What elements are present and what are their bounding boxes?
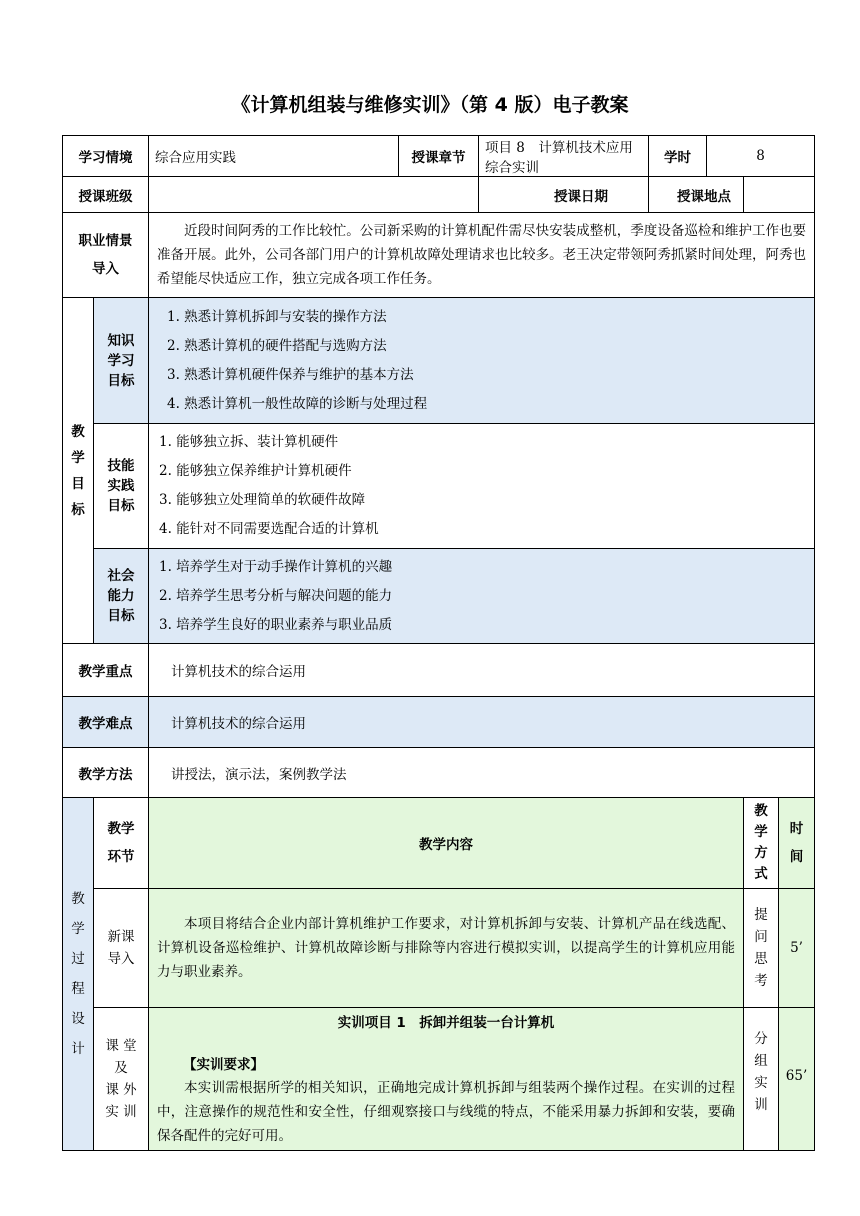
hours-value: 8	[707, 136, 815, 177]
lesson-plan-table	[62, 135, 815, 1151]
list-item: 3. 能够独立处理简单的软硬件故障	[159, 492, 366, 508]
list-item: 1. 能够独立拆、装计算机硬件	[159, 434, 339, 450]
method-header: 教 学 方 式	[744, 798, 779, 889]
knowledge-goal-list	[149, 298, 815, 424]
list-item: 4. 熟悉计算机一般性故障的诊断与处理过程	[167, 395, 428, 412]
intro-label: 职业情景 导入	[63, 213, 149, 298]
time-header: 时 间	[779, 798, 815, 889]
list-item: 2. 熟悉计算机的硬件搭配与选购方法	[167, 337, 387, 354]
content-header: 教学内容	[149, 798, 744, 889]
intro-text: 近段时间阿秀的工作比较忙。公司新采购的计算机配件需尽快安装成整机，季度设备巡检和维护工作也要准备开展。此外，公司各部门用户的计算机故障处理请求也比较多。老王决定带领阿秀抓紧时间处理，阿秀也希望能尽快适应工作，独立完成各项工作任务。	[149, 213, 815, 298]
chapter-label: 授课章节	[399, 136, 479, 177]
hours-label: 学时	[649, 136, 707, 177]
stage-cell: 新课 导入	[94, 889, 149, 1008]
list-item: 1. 培养学生对于动手操作计算机的兴趣	[159, 558, 393, 575]
list-item: 4. 能针对不同需要选配合适的计算机	[159, 521, 379, 537]
class-label: 授课班级	[63, 177, 149, 213]
situation-value: 综合应用实践	[149, 136, 399, 177]
stage-cell: 课 堂 及 课 外 实 训	[94, 1008, 149, 1151]
difficulty-value: 计算机技术的综合运用	[149, 697, 815, 748]
list-item: 2. 能够独立保养维护计算机硬件	[159, 463, 352, 479]
method-label: 教学方法	[63, 748, 149, 798]
document-title: 《计算机组装与维修实训》（第 4 版）电子教案	[231, 94, 629, 116]
method-value: 讲授法，演示法，案例教学法	[149, 748, 815, 798]
method-cell: 分 组 实 训	[744, 1008, 779, 1151]
time-cell: 65’	[779, 1008, 815, 1151]
list-item: 3. 熟悉计算机硬件保养与维护的基本方法	[167, 366, 414, 383]
social-goal-label: 社会 能力 目标	[94, 549, 149, 644]
requirements-title: 【实训要求】	[183, 1057, 264, 1073]
project-title: 实训项目 1 拆卸并组装一台计算机	[337, 1015, 555, 1031]
skill-goal-label: 技能 实践 目标	[94, 424, 149, 549]
chapter-value: 项目 8 计算机技术应用综合实训	[479, 136, 649, 177]
place-label: 授课地点	[649, 177, 744, 213]
time-cell: 5’	[779, 889, 815, 1008]
class-value	[149, 177, 479, 213]
method-cell: 提 问 思 考	[744, 889, 779, 1008]
social-goal-list	[149, 549, 815, 644]
content-cell	[149, 1008, 744, 1151]
goals-label: 教 学 目 标	[63, 298, 94, 644]
list-item: 2. 培养学生思考分析与解决问题的能力	[159, 587, 393, 604]
knowledge-goal-label: 知识 学习 目标	[94, 298, 149, 424]
skill-goal-list	[149, 424, 815, 549]
key-point-label: 教学重点	[63, 644, 149, 697]
difficulty-label: 教学难点	[63, 697, 149, 748]
content-cell: 本项目将结合企业内部计算机维护工作要求，对计算机拆卸与安装、计算机产品在线选配、计算机设备巡检维护、计算机故障诊断与排除等内容进行模拟实训，以提高学生的计算机应用能力与职业素养。	[149, 889, 744, 1008]
key-point-value: 计算机技术的综合运用	[149, 644, 815, 697]
list-item: 3. 培养学生良好的职业素养与职业品质	[159, 616, 393, 633]
process-label: 教 学 过 程 设 计	[63, 798, 94, 1151]
place-value	[744, 177, 815, 213]
date-label: 授课日期	[479, 177, 649, 213]
requirements-text: 本实训需根据所学的相关知识，正确地完成计算机拆卸与组装两个操作过程。在实训的过程中，注意操作的规范性和安全性，仔细观察接口与线缆的特点，不能采用暴力拆卸和安装，要确保各配件的完好可用。	[157, 1080, 736, 1144]
situation-label: 学习情境	[63, 136, 149, 177]
stage-header: 教学 环节	[94, 798, 149, 889]
list-item: 1. 熟悉计算机拆卸与安装的操作方法	[167, 308, 387, 325]
